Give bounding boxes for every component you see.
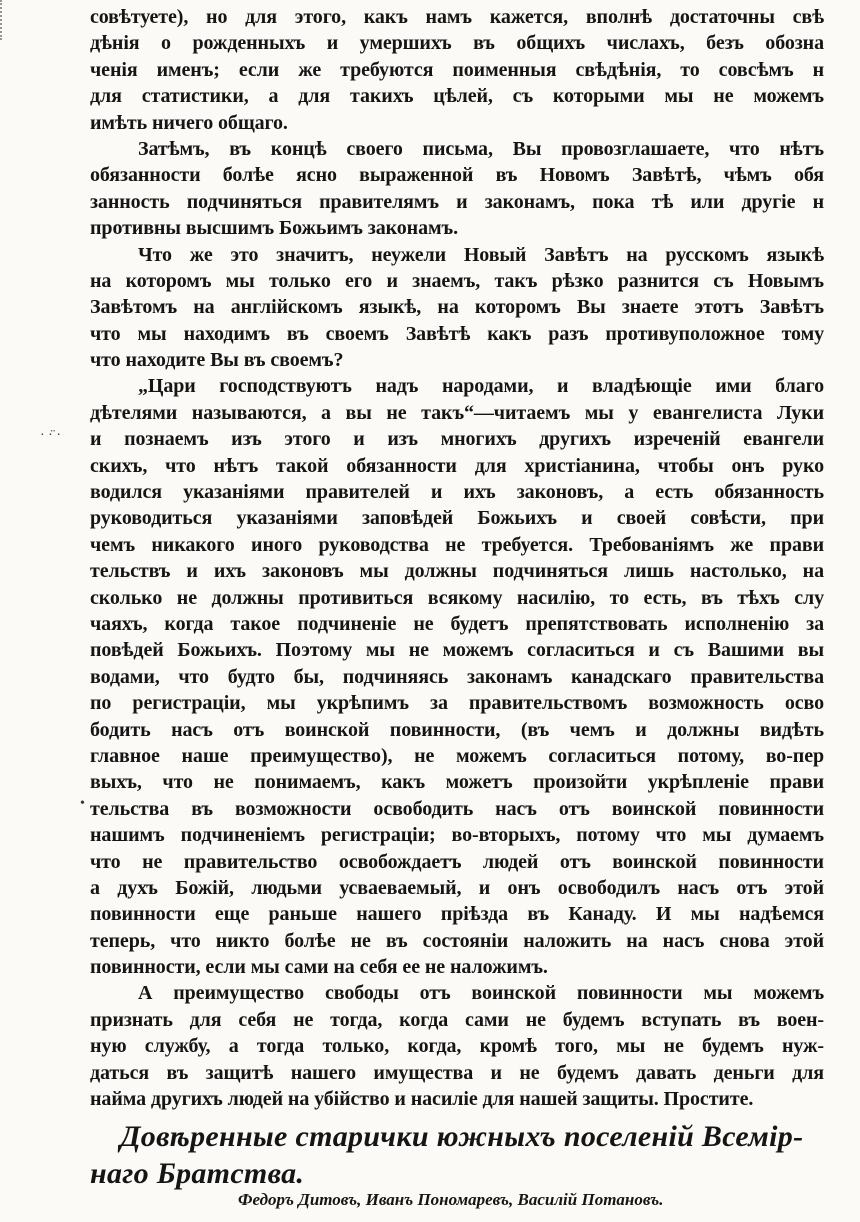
text-line: Затѣмъ, въ концѣ своего письма, Вы провозглашаете, что нѣтъ: [138, 137, 824, 160]
text-line: повѣдей Божьихъ. Поэтому мы не можемъ согласиться и съ Вашими вы: [90, 639, 824, 662]
text-line: сколько не должны противиться всякому насилію, то есть, въ тѣхъ слу: [90, 586, 824, 609]
text-line: что мы находимъ въ своемъ Завѣтѣ какъ разъ противуположное тому: [90, 322, 824, 345]
text-line: водами, что будто бы, подчиняясь законамъ канадскаго правительства: [90, 665, 824, 688]
margin-specks: · ·̈ ·: [40, 428, 61, 443]
text-line: и познаемъ изъ этого и изъ многихъ другихъ изреченій евангели: [90, 428, 824, 451]
text-line: А преимущество свободы отъ воинской повинности мы можемъ: [138, 982, 824, 1005]
text-line: руководиться указаніями заповѣдей Божьихъ и своей совѣсти, при: [90, 507, 824, 530]
text-line: ченія именъ; если же требуются поименныя свѣдѣнія, то совсѣмъ н: [90, 58, 824, 81]
text-line: а духъ Божій, людьми усваеваемый, и онъ освободилъ насъ отъ этой: [90, 876, 824, 899]
text-line: что не правительство освобождаетъ людей отъ воинской повинности: [90, 850, 824, 873]
text-line: имѣть ничего общаго.: [90, 111, 288, 134]
margin-dot: •: [80, 796, 85, 811]
text-line: главное наше преимущество), не можемъ согласиться потому, во-пер: [90, 744, 824, 767]
text-line: даться въ защитѣ нашего имущества и не будемъ давать деньги для: [90, 1061, 824, 1084]
text-line: скихъ, что нѣтъ такой обязанности для христіанина, чтобы онъ руко: [90, 454, 824, 477]
text-line: что находите Вы въ своемъ?: [90, 349, 344, 372]
text-line: Завѣтомъ на англійскомъ языкѣ, на которомъ Вы знаете этотъ Завѣтъ: [90, 296, 824, 319]
text-line: повинности, если мы сами на себя ее не наложимъ.: [90, 956, 548, 979]
text-line: для статистики, а для такихъ цѣлей, съ которыми мы не можемъ: [90, 85, 824, 108]
text-line: занность подчиняться правителямъ и законамъ, пока тѣ или другіе н: [90, 190, 824, 213]
letter-body: [90, 4, 824, 1112]
text-line: дѣтелями называются, а вы не такъ“—читаемъ мы у евангелиста Луки: [90, 401, 824, 424]
text-line: противны высшимъ Божьимъ законамъ.: [90, 217, 458, 240]
text-line: тельствъ и ихъ законовъ мы должны подчиняться лишь настолько, на: [90, 560, 824, 583]
text-line: найма другихъ людей на убійство и насиліе для нашей защиты. Простите.: [90, 1088, 754, 1111]
text-line: тельства въ возможности освободить насъ отъ воинской повинности: [90, 797, 824, 820]
text-line: на которомъ мы только его и знаемъ, такъ рѣзко разнится съ Новымъ: [90, 269, 824, 292]
text-line: повинности еще раньше нашего пріѣзда въ Канаду. И мы надѣемся: [90, 903, 824, 926]
text-line: чемъ никакого иного руководства не требуется. Требованіямъ же прави: [90, 533, 824, 556]
text-line: водился указаніями правителей и ихъ законовъ, а есть обязанность: [90, 481, 824, 504]
text-line: нашимъ подчиненіемъ регистраціи; во-вторыхъ, потому что мы думаемъ: [90, 824, 824, 847]
signatory-names: Федоръ Дитовъ, Иванъ Пономаревъ, Василій Потановъ.: [238, 1190, 664, 1209]
text-line: Что же это значитъ, неужели Новый Завѣтъ на русскомъ языкѣ: [138, 243, 824, 266]
text-line: признать для себя не тогда, когда сами не будемъ вступать въ воен-: [90, 1008, 824, 1031]
text-line: по регистраціи, мы укрѣпимъ за правительствомъ возможность осво: [90, 692, 824, 715]
signature-line-1: Довѣренные старички южныхъ поселеній Всемір-: [120, 1120, 804, 1153]
text-line: дѣнія о рожденныхъ и умершихъ въ общихъ числахъ, безъ обозна: [90, 32, 824, 55]
text-line: чаяхъ, когда такое подчиненіе не будетъ препятствовать исполненію за: [90, 612, 824, 635]
signature-line-2: наго Братства.: [90, 1157, 305, 1190]
text-line: совѣтуете), но для этого, какъ намъ кажется, вполнѣ достаточны свѣ: [90, 6, 824, 28]
text-line: выхъ, что не понимаемъ, какъ можетъ произойти укрѣпленіе прави: [90, 771, 824, 794]
text-line: обязанности болѣе ясно выраженной въ Новомъ Завѣтѣ, чѣмъ обя: [90, 164, 824, 187]
text-line: бодить насъ отъ воинской повинности, (въ чемъ и должны видѣть: [90, 718, 824, 741]
binding-margin: [0, 0, 14, 40]
text-line: ную службу, а тогда только, когда, кромѣ того, мы не будемъ нуж-: [90, 1035, 824, 1058]
text-line: „Цари господствуютъ надъ народами, и владѣющіе ими благо: [138, 375, 824, 398]
text-line: теперь, что никто болѣе не въ состояніи наложить на насъ снова этой: [90, 929, 824, 952]
